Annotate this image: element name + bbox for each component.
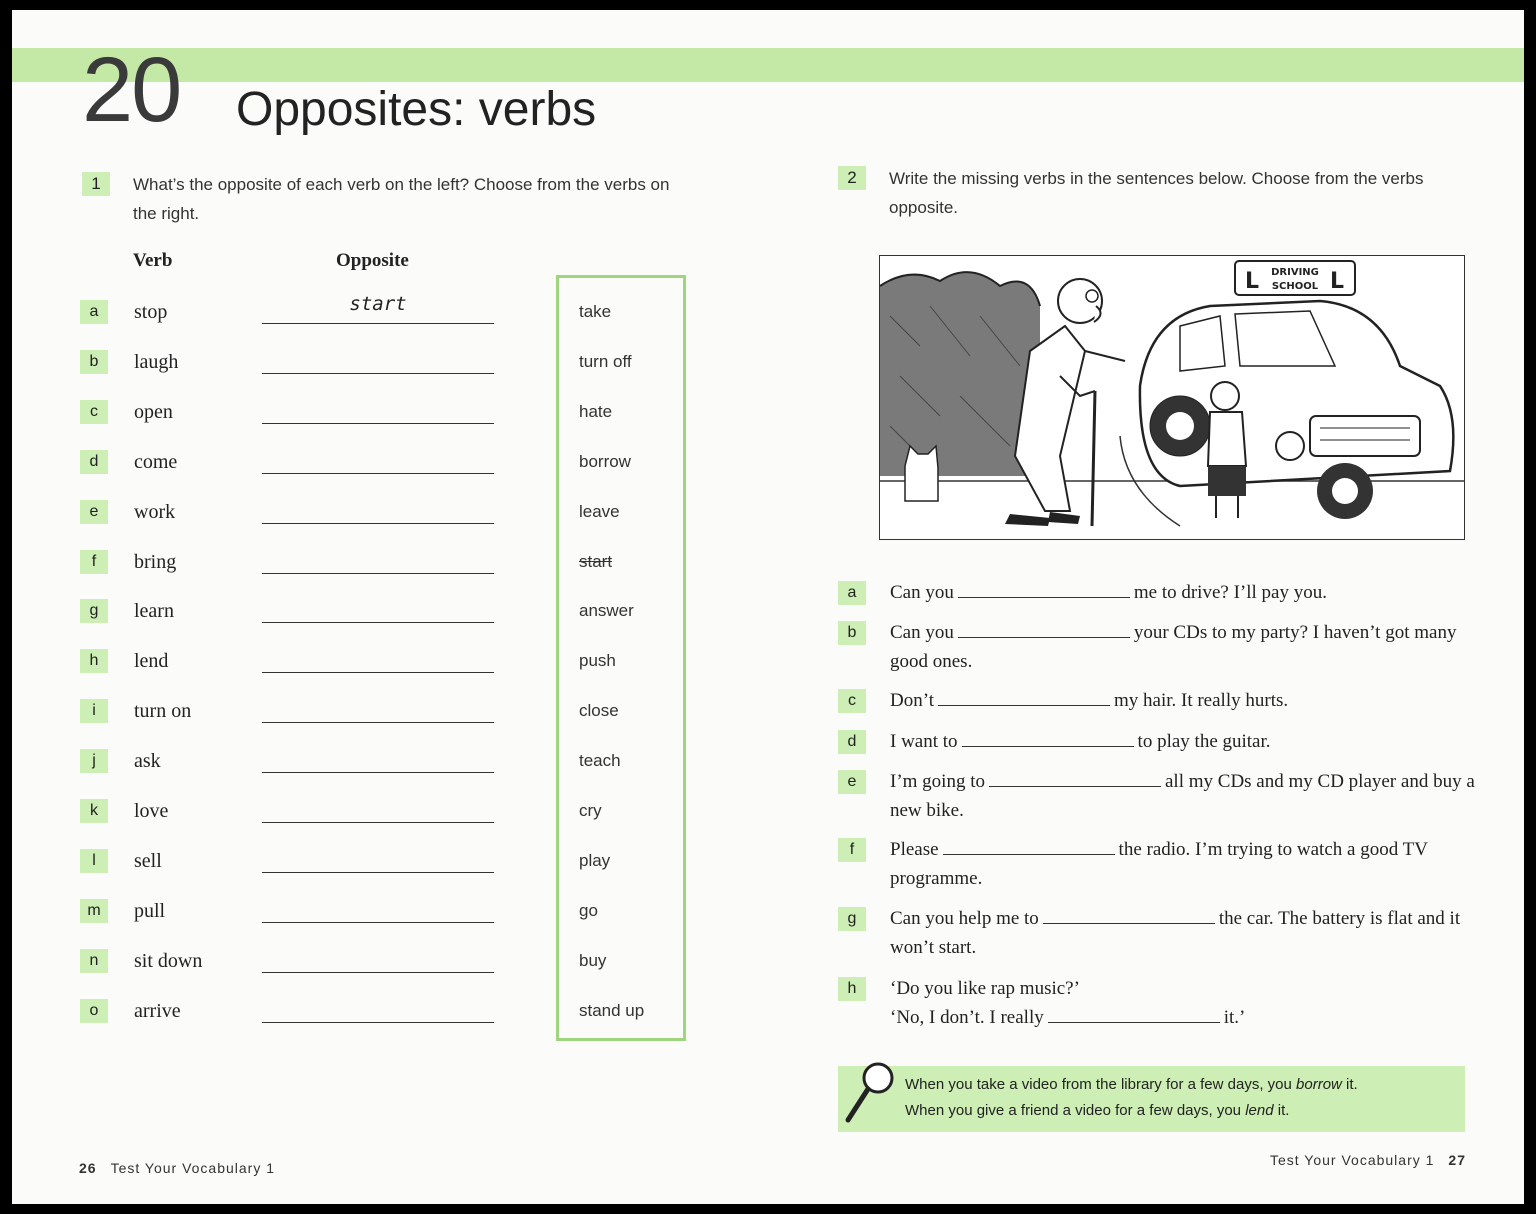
- exercise-2-number: 2: [838, 166, 866, 190]
- footer-left: [79, 1160, 275, 1176]
- answer-line[interactable]: [262, 423, 494, 424]
- answer-line[interactable]: [262, 622, 494, 623]
- sentence-text: Can you help me to the car. The battery is flat and it won’t start.: [890, 908, 1461, 958]
- verb-row: [12, 998, 532, 1028]
- sentence-blank[interactable]: [958, 621, 1130, 638]
- sentence-blank[interactable]: [962, 730, 1134, 747]
- row-verb: love: [134, 800, 169, 822]
- answer-line[interactable]: [262, 473, 494, 474]
- svg-text:L: L: [1330, 269, 1345, 294]
- answer-line[interactable]: [262, 323, 494, 324]
- verb-row: [12, 598, 532, 628]
- tip-box: [838, 1066, 1465, 1132]
- verb-row: [12, 898, 532, 928]
- choice-item: hate: [579, 401, 613, 421]
- row-letter: o: [80, 999, 108, 1023]
- opposite-column-header: Opposite: [336, 250, 409, 271]
- unit-title: Opposites: verbs: [236, 83, 597, 136]
- verb-row: [12, 399, 532, 429]
- cartoon-illustration: [880, 256, 1464, 539]
- footer-right-title: Test Your Vocabulary 1: [1269, 1152, 1435, 1168]
- answer-line[interactable]: [262, 822, 494, 823]
- row-verb: arrive: [134, 999, 181, 1022]
- row-verb: pull: [134, 899, 166, 922]
- row-letter: j: [80, 749, 108, 773]
- row-letter: i: [80, 699, 108, 723]
- choice-item: cry: [579, 801, 602, 820]
- answer-line[interactable]: [262, 573, 494, 574]
- row-letter: n: [80, 949, 108, 973]
- sentence-blank[interactable]: [1043, 907, 1215, 924]
- row-verb: sit down: [134, 949, 203, 972]
- sentence-blank[interactable]: [938, 689, 1110, 706]
- row-verb: stop: [134, 301, 168, 323]
- sentence-text: Can you me to drive? I’ll pay you.: [890, 582, 1327, 603]
- row-verb: open: [134, 400, 173, 423]
- sentence-text: I want to to play the guitar.: [890, 731, 1271, 752]
- tip-text: When you take a video from the library for a few days, you borrow it. When you give a friend a video for a few days, you lend it.: [905, 1076, 1358, 1119]
- answer-line[interactable]: [262, 872, 494, 873]
- choice-item: borrow: [579, 451, 631, 471]
- unit-number: 20: [82, 39, 181, 141]
- verb-row: [12, 698, 532, 728]
- sentence-blank[interactable]: [958, 581, 1130, 598]
- verb-row: [12, 748, 532, 778]
- row-letter: a: [80, 300, 108, 324]
- workbook-spread: [12, 10, 1524, 1204]
- choice-item: play: [579, 850, 611, 870]
- row-letter: c: [80, 400, 108, 424]
- exercise-1-instruction: What’s the opposite of each verb on the left? Choose from the verbs on the right.: [133, 175, 670, 223]
- choices-box: [556, 275, 686, 1041]
- row-verb: ask: [134, 750, 161, 773]
- choice-item: teach: [579, 751, 621, 771]
- verb-row: [12, 848, 532, 878]
- choice-item: start: [579, 551, 613, 571]
- row-letter: d: [80, 450, 108, 474]
- row-verb: lend: [134, 650, 169, 673]
- verb-row: [12, 349, 532, 379]
- row-verb: laugh: [134, 350, 179, 373]
- answer-line[interactable]: [262, 672, 494, 673]
- answer-line[interactable]: [262, 523, 494, 524]
- row-verb: come: [134, 450, 178, 473]
- exercise-2-instruction: Write the missing verbs in the sentences below. Choose from the verbs opposite.: [889, 169, 1424, 217]
- choice-item: answer: [579, 601, 634, 621]
- answer-line[interactable]: [262, 722, 494, 723]
- verb-row: [12, 549, 532, 579]
- magnifying-glass-icon: [840, 1058, 898, 1126]
- row-letter: e: [80, 500, 108, 524]
- choice-item: take: [579, 302, 612, 321]
- sentence-letter: h: [838, 977, 866, 1001]
- sentence-letter: a: [838, 581, 866, 605]
- sentence-text: Can you your CDs to my party? I haven’t got many good ones.: [890, 622, 1457, 672]
- verb-row: [12, 948, 532, 978]
- choice-item: turn off: [579, 351, 632, 371]
- row-verb: work: [134, 500, 176, 523]
- verb-row: [12, 499, 532, 529]
- row-verb: bring: [134, 550, 177, 573]
- row-verb: sell: [134, 849, 162, 872]
- verb-row: [12, 449, 532, 479]
- sentence-blank[interactable]: [989, 770, 1161, 787]
- sentence-letter: g: [838, 907, 866, 931]
- sentence-blank[interactable]: [943, 838, 1115, 855]
- row-letter: m: [80, 899, 108, 923]
- answer-line[interactable]: [262, 772, 494, 773]
- sign-text-1: DRIVING: [1271, 267, 1319, 278]
- header-band: [12, 48, 1524, 82]
- sentence-letter: d: [838, 730, 866, 754]
- answer-line[interactable]: [262, 373, 494, 374]
- exercise-1-number: 1: [82, 172, 110, 196]
- sentence-text: Please the radio. I’m trying to watch a good TV programme.: [890, 839, 1428, 889]
- page-number-right: 27: [1448, 1152, 1466, 1168]
- sentence-text: ‘Do you like rap music?’ ‘No, I don’t. I really it.’: [890, 978, 1246, 1028]
- answer-text[interactable]: start: [349, 293, 407, 315]
- sentence-letter: f: [838, 838, 866, 862]
- row-letter: f: [80, 550, 108, 574]
- svg-text:L: L: [1245, 269, 1260, 294]
- row-letter: k: [80, 799, 108, 823]
- verb-column-header: Verb: [133, 250, 173, 271]
- row-letter: b: [80, 350, 108, 374]
- sentence-letter: e: [838, 770, 866, 794]
- sentence-letter: c: [838, 689, 866, 713]
- row-verb: turn on: [134, 700, 192, 723]
- footer-left-title: Test Your Vocabulary 1: [110, 1160, 276, 1176]
- sentence-blank[interactable]: [1048, 1006, 1220, 1023]
- footer-right: [1270, 1152, 1466, 1168]
- choice-item: leave: [579, 501, 620, 521]
- sentence-text: I’m going to all my CDs and my CD player and buy a new bike.: [890, 771, 1475, 821]
- verb-row: [12, 648, 532, 678]
- answer-line[interactable]: [262, 972, 494, 973]
- choice-item: buy: [579, 950, 607, 970]
- row-letter: h: [80, 649, 108, 673]
- sentence-text: Don’t my hair. It really hurts.: [890, 690, 1289, 711]
- row-letter: l: [80, 849, 108, 873]
- page-number-left: 26: [79, 1160, 97, 1176]
- verb-row: [12, 798, 532, 828]
- choice-item: go: [579, 900, 598, 920]
- choice-item: close: [579, 701, 619, 721]
- choice-item: push: [579, 651, 616, 671]
- row-verb: learn: [134, 600, 174, 623]
- sign-text-2: SCHOOL: [1271, 281, 1319, 292]
- row-letter: g: [80, 599, 108, 623]
- answer-line[interactable]: [262, 922, 494, 923]
- answer-line[interactable]: [262, 1022, 494, 1023]
- verb-row: [12, 293, 532, 329]
- choice-item: stand up: [579, 1000, 645, 1020]
- driving-school-cartoon: [879, 255, 1465, 540]
- sentence-letter: b: [838, 621, 866, 645]
